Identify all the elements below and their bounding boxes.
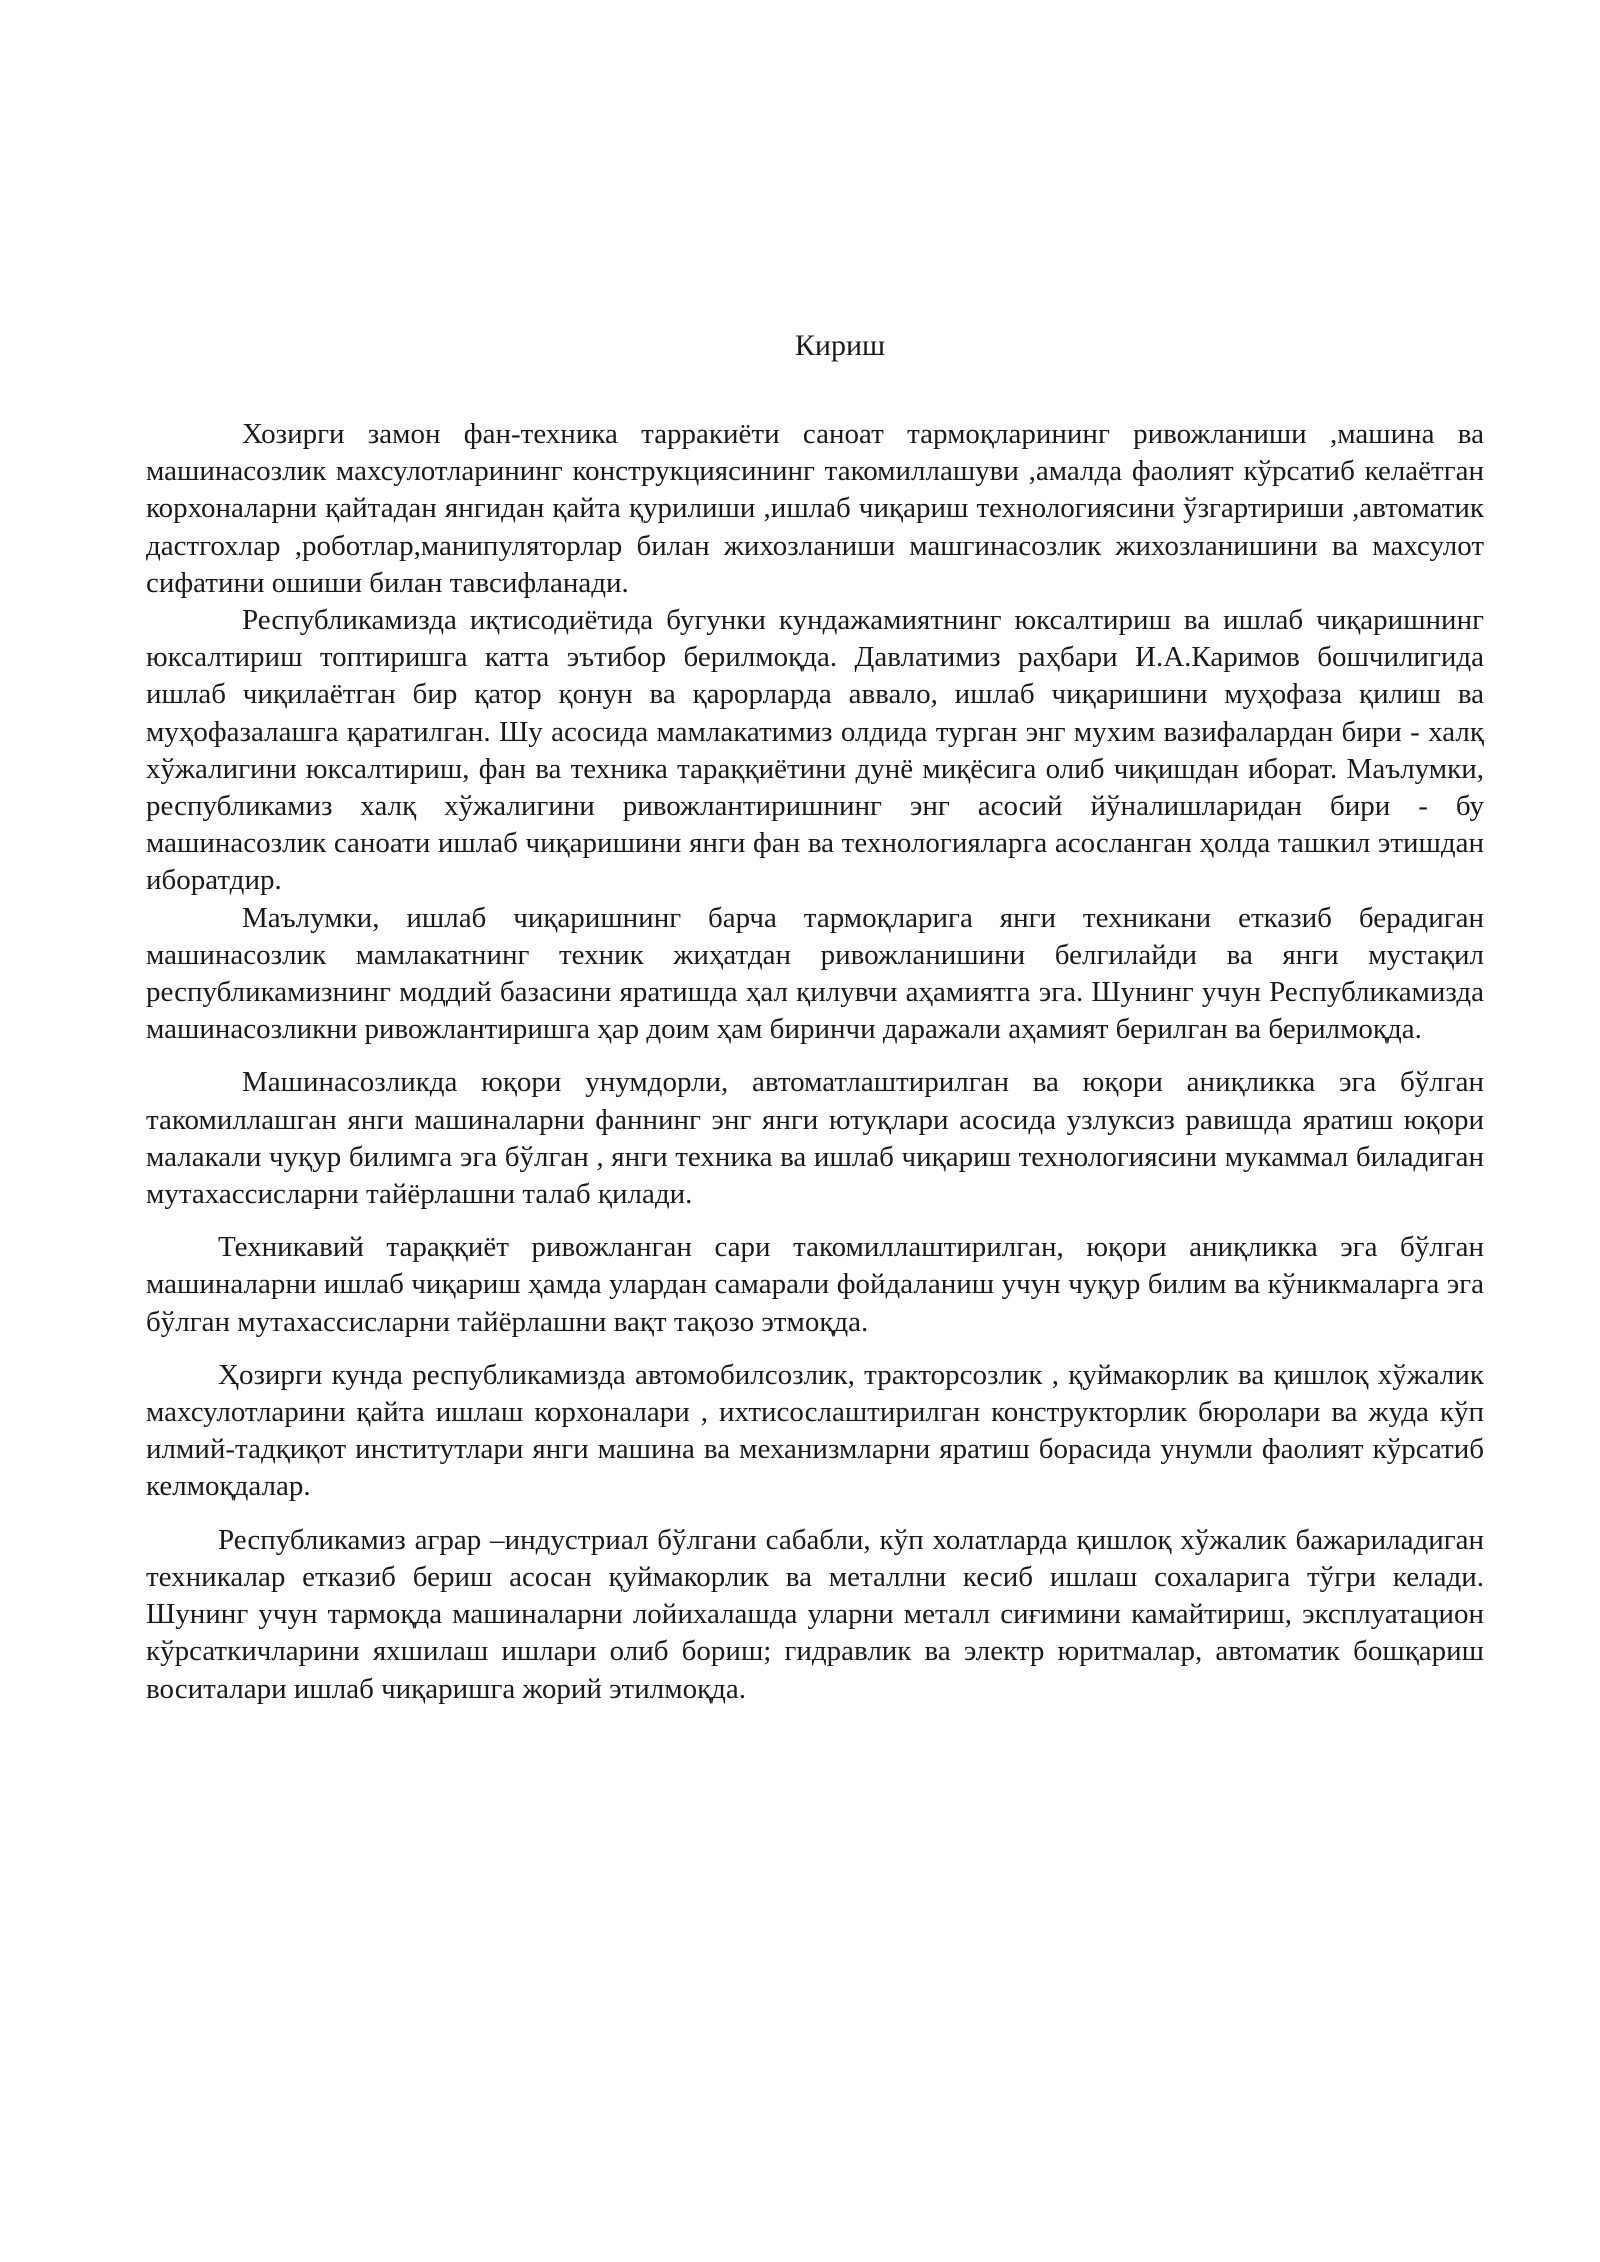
paragraph-5: Техникавий тараққиёт ривожланган сари такомиллаштирилган, юқори аниқликка эга бўлган машиналарни ишлаб чиқариш ҳамда улардан самарали фойдаланиш учун чуқур билим ва кўникмаларга эга бўлган мутахассисларни тайёрлашни вақт тақозо этмоқда. [146,1231,1484,1338]
paragraph-6: Ҳозирги кунда республикамизда автомобилсозлик, тракторсозлик , қуймакорлик ва қишлоқ хўжалик махсулотларини қайта ишлаш корхоналари , ихтисослаштирилган конструкторлик бюролари ва жуда кўп илмий-тадқиқот институтлари янги машина ва механизмларни яратиш борасида унумли фаолият кўрсатиб келмоқдалар. [146,1358,1484,1503]
paragraph-4: Машинасозликда юқори унумдорли, автоматлаштирилган ва юқори аниқликка эга бўлган такомиллашган янги машиналарни фаннинг энг янги ютуқлари асосида узлуксиз равишда яратиш юқори малакали чуқур билимга эга бўлган , янги техника ва ишлаб чиқариш технологиясини мукаммал биладиган мутахассисларни тайёрлашни талаб қилади. [146,1066,1484,1211]
paragraph-7: Республикамиз аграр –индустриал бўлгани сабабли, кўп холатларда қишлоқ хўжалик бажариладиган техникалар етказиб бериш асосан қуймакорлик ва металлни кесиб ишлаш сохаларига тўгри келади. Шунинг учун тармоқда машиналарни лойихалашда уларни металл сиғимини камайтириш, эксплуатацион кўрсаткичларини яхшилаш ишлари олиб бориш; гидравлик ва электр юритмалар, автоматик бошқариш воситалари ишлаб чиқаришга жорий этилмоқда. [146,1523,1484,1705]
document-body [146,416,1484,1708]
paragraph-2: Республикамизда иқтисодиётида бугунки кундажамиятнинг юксалтириш ва ишлаб чиқаришнинг юксалтириш топтиришга катта эътибор берилмоқда. Давлатимиз раҳбари И.А.Каримов бошчилигида ишлаб чиқилаётган бир қатор қонун ва қарорларда аввало, ишлаб чиқаришини муҳофаза қилиш ва муҳофазалашга қаратилган. Шу асосида мамлакатимиз олдида турган энг мухим вазифалардан бири - халқ хўжалигини юксалтириш, фан ва техника тараққиётини дунё миқёсига олиб чиқишдан иборат. Маълумки, республикамиз халқ хўжалигини ривожлантиришнинг энг асосий йўналишларидан бири - бу машинасозлик саноати ишлаб чиқаришини янги фан ва технологияларга асосланган ҳолда ташкил этишдан иборатдир. [146,604,1484,897]
paragraph-3: Маълумки, ишлаб чиқаришнинг барча тармоқларига янги техникани етказиб берадиган машинасозлик мамлакатнинг техник жиҳатдан ривожланишини белгилайди ва янги мустақил республикамизнинг моддий базасини яратишда ҳал қилувчи аҳамиятга эга. Шунинг учун Республикамизда машинасозликни ривожлантиришга ҳар доим ҳам биринчи даражали аҳамият берилган ва берилмоқда. [146,901,1484,1046]
page-title: Кириш [794,329,886,362]
paragraph-1: Хозирги замон фан-техника тарракиёти саноат тармоқларининг ривожланиши ,машина ва машинасозлик махсулотларининг конструкциясининг такомиллашуви ,амалда фаолият кўрсатиб келаётган корхоналарни қайтадан янгидан қайта қурилиши ,ишлаб чиқариш технологиясини ўзгартириши ,автоматик дастгохлар ,роботлар,манипуляторлар билан жихозланиши машгинасозлик жихозланишини ва махсулот сифатини ошиши билан тавсифланади. [146,418,1484,599]
